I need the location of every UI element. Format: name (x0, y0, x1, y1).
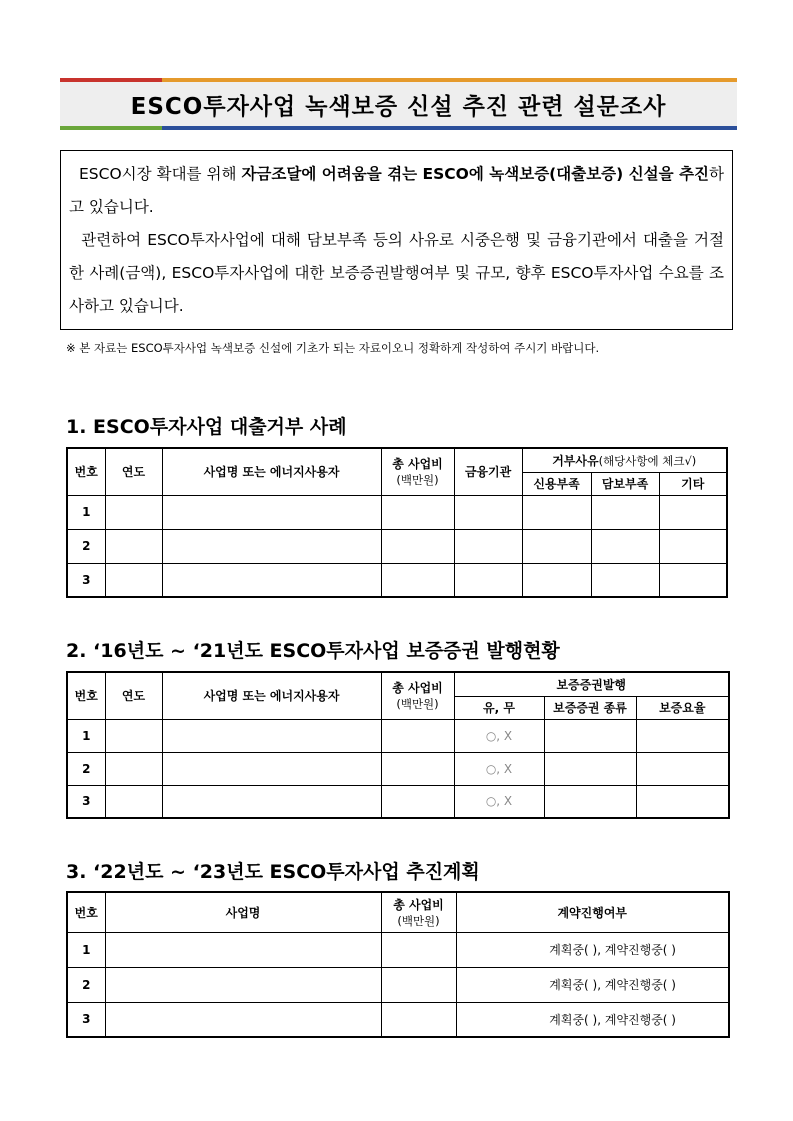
table-row (67, 495, 727, 529)
title-bar-green (60, 126, 162, 130)
table-row (67, 752, 729, 785)
header-collateral: 담보부족 (591, 472, 659, 495)
name-cell[interactable] (105, 932, 381, 967)
yn-cell[interactable]: ○, X (454, 719, 544, 752)
cost-cell[interactable] (381, 1002, 456, 1037)
intro-box (60, 150, 733, 330)
etc-cell[interactable] (659, 495, 727, 529)
header-cost-label: 총 사업비 (392, 457, 443, 472)
refusal-table (66, 447, 728, 598)
year-cell[interactable] (105, 495, 162, 529)
header-reason-hint: (해당사항에 체크√) (598, 453, 697, 468)
header-status: 계약진행여부 (456, 892, 729, 932)
title-banner (60, 78, 737, 130)
intro-bold-text: 자금조달에 어려움을 겪는 ESCO에 녹색보증(대출보증) 신설을 추진 (241, 165, 710, 183)
row-number: 1 (67, 495, 105, 529)
table-row (67, 967, 729, 1002)
cost-cell[interactable] (381, 752, 454, 785)
header-rate: 보증요율 (636, 696, 729, 719)
intro-paragraph-2 (69, 224, 724, 323)
header-cost (381, 448, 454, 495)
year-cell[interactable] (105, 719, 162, 752)
yn-cell[interactable]: ○, X (454, 752, 544, 785)
etc-cell[interactable] (659, 529, 727, 563)
name-cell[interactable] (162, 563, 381, 597)
name-cell[interactable] (162, 752, 381, 785)
etc-cell[interactable] (659, 563, 727, 597)
kind-cell[interactable] (544, 719, 636, 752)
bank-cell[interactable] (454, 563, 522, 597)
header-name: 사업명 또는 에너지사용자 (162, 672, 381, 719)
name-cell[interactable] (162, 785, 381, 818)
header-reason (522, 448, 727, 472)
section-3-title: 3. ‘22년도 ~ ‘23년도 ESCO투자사업 추진계획 (66, 861, 480, 883)
rate-cell[interactable] (636, 719, 729, 752)
credit-cell[interactable] (522, 495, 591, 529)
name-cell[interactable] (105, 967, 381, 1002)
section-2-title: 2. ‘16년도 ~ ‘21년도 ESCO투자사업 보증증권 발행현황 (66, 640, 560, 662)
header-name: 사업명 또는 에너지사용자 (162, 448, 381, 495)
credit-cell[interactable] (522, 563, 591, 597)
intro-text: 하고 있습니다. (69, 165, 725, 216)
table-row (67, 563, 727, 597)
row-number: 2 (67, 529, 105, 563)
row-number: 3 (67, 1002, 105, 1037)
collateral-cell[interactable] (591, 529, 659, 563)
collateral-cell[interactable] (591, 495, 659, 529)
intro-text: 관련하여 ESCO투자사업에 대해 담보부족 등의 사유로 시중은행 및 금융기관에서 대출을 거절한 사례(금액), ESCO투자사업에 대한 보증증권발행여부 및 규모, 향후 ESCO투자사업 수요를 조사하고 있습니다. (69, 231, 724, 315)
status-cell[interactable]: 계획중( ), 계약진행중( ) (456, 932, 729, 967)
header-bank: 금융기관 (454, 448, 522, 495)
row-number: 2 (67, 967, 105, 1002)
note-text: ※ 본 자료는 ESCO투자사업 녹색보증 신설에 기초가 되는 자료이오니 정확하게 작성하여 주시기 바랍니다. (66, 341, 600, 355)
header-no: 번호 (67, 892, 105, 932)
table-row (67, 719, 729, 752)
table-row (67, 785, 729, 818)
collateral-cell[interactable] (591, 563, 659, 597)
header-cost (381, 892, 456, 932)
header-cost-unit: (백만원) (397, 913, 440, 928)
header-year: 연도 (105, 672, 162, 719)
header-year: 연도 (105, 448, 162, 495)
page-title: ESCO투자사업 녹색보증 신설 추진 관련 설문조사 (130, 93, 667, 120)
header-issue: 보증증권발행 (454, 672, 729, 696)
header-no: 번호 (67, 448, 105, 495)
year-cell[interactable] (105, 563, 162, 597)
year-cell[interactable] (105, 785, 162, 818)
kind-cell[interactable] (544, 752, 636, 785)
credit-cell[interactable] (522, 529, 591, 563)
name-cell[interactable] (162, 529, 381, 563)
header-no: 번호 (67, 672, 105, 719)
name-cell[interactable] (162, 495, 381, 529)
header-cost-unit: (백만원) (396, 473, 439, 488)
cost-cell[interactable] (381, 529, 454, 563)
title-background (60, 82, 737, 126)
header-name: 사업명 (105, 892, 381, 932)
kind-cell[interactable] (544, 785, 636, 818)
header-yn: 유, 무 (454, 696, 544, 719)
header-cost-label: 총 사업비 (393, 897, 444, 912)
year-cell[interactable] (105, 529, 162, 563)
status-cell[interactable]: 계획중( ), 계약진행중( ) (456, 967, 729, 1002)
name-cell[interactable] (105, 1002, 381, 1037)
table-row (67, 529, 727, 563)
header-etc: 기타 (659, 472, 727, 495)
cost-cell[interactable] (381, 495, 454, 529)
intro-text: ESCO시장 확대를 위해 (79, 165, 242, 183)
yn-cell[interactable]: ○, X (454, 785, 544, 818)
row-number: 3 (67, 563, 105, 597)
guarantee-table (66, 671, 730, 819)
table-row (67, 1002, 729, 1037)
plan-table (66, 891, 730, 1038)
intro-paragraph-1 (69, 158, 724, 224)
cost-cell[interactable] (381, 563, 454, 597)
row-number: 2 (67, 752, 105, 785)
header-cost-unit: (백만원) (396, 697, 439, 712)
header-credit: 신용부족 (522, 472, 591, 495)
header-reason-label: 거부사유 (552, 453, 599, 468)
table-row (67, 932, 729, 967)
name-cell[interactable] (162, 719, 381, 752)
rate-cell[interactable] (636, 752, 729, 785)
cost-cell[interactable] (381, 719, 454, 752)
section-1-title: 1. ESCO투자사업 대출거부 사례 (66, 416, 347, 438)
header-cost (381, 672, 454, 719)
cost-cell[interactable] (381, 932, 456, 967)
year-cell[interactable] (105, 752, 162, 785)
row-number: 3 (67, 785, 105, 818)
cost-cell[interactable] (381, 967, 456, 1002)
rate-cell[interactable] (636, 785, 729, 818)
status-cell[interactable]: 계획중( ), 계약진행중( ) (456, 1002, 729, 1037)
row-number: 1 (67, 932, 105, 967)
bank-cell[interactable] (454, 495, 522, 529)
title-bar-blue (162, 126, 737, 130)
header-cost-label: 총 사업비 (392, 681, 443, 696)
bank-cell[interactable] (454, 529, 522, 563)
cost-cell[interactable] (381, 785, 454, 818)
row-number: 1 (67, 719, 105, 752)
header-kind: 보증증권 종류 (544, 696, 636, 719)
